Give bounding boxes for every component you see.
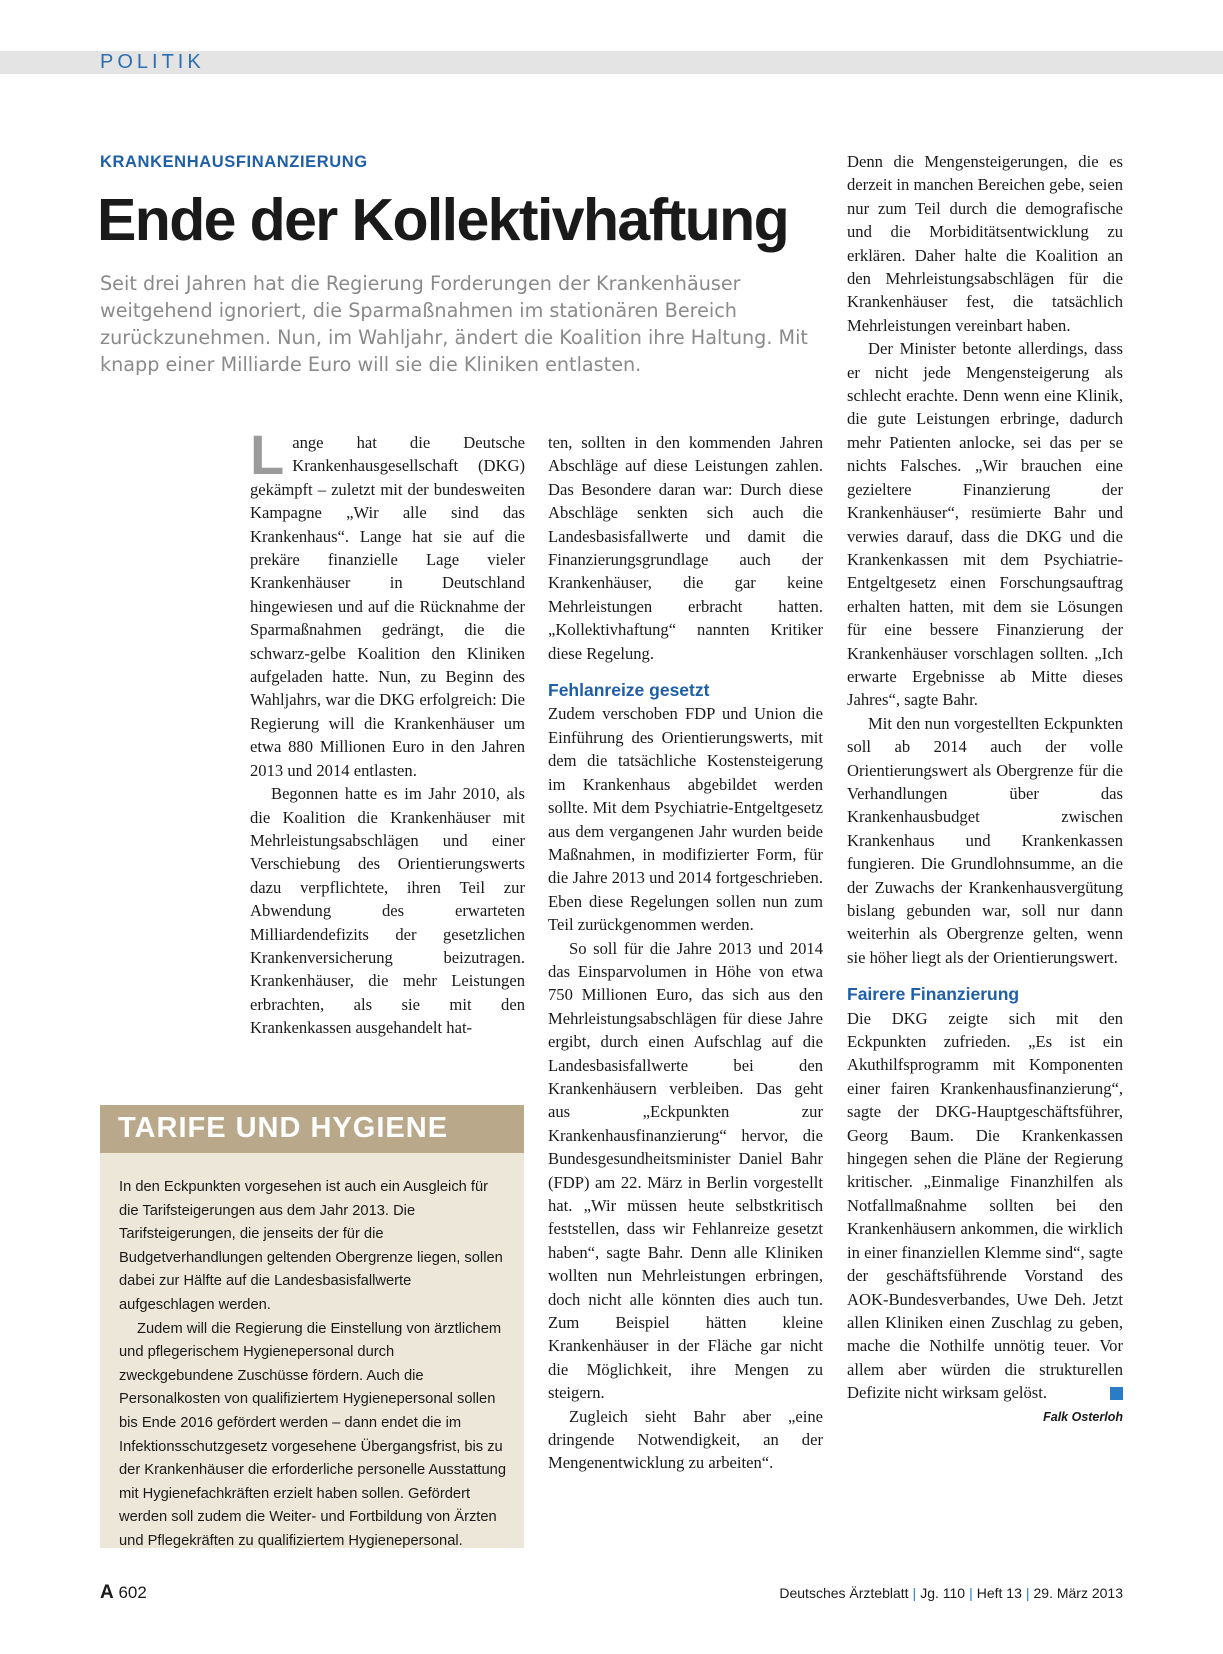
text-column-1	[250, 423, 525, 1040]
subheading-fehlanreize: Fehlanreize gesetzt	[548, 680, 710, 701]
info-box-header	[100, 1105, 524, 1153]
drop-cap: L	[250, 423, 285, 486]
text-column-2	[548, 431, 823, 1475]
section-label: POLITIK	[100, 51, 205, 73]
paragraph: Zugleich sieht Bahr aber „eine dringende Notwendigkeit, an der Mengenentwicklung zu arbeiten“.	[548, 1406, 823, 1473]
info-box-title: TARIFE UND HYGIENE	[118, 1112, 449, 1144]
paragraph: Zudem will die Regierung die Einstellung von ärztlichem und pflegerischem Hygienepersonal durch zweckgebundene Zuschüsse fördern. Auch die Personalkosten von qualifiziertem Hygienepersonal sollen bis Ende 2016 gefördert werden – dann endet die im Infektionsschutzgesetz vorgesehene Übergangsfrist, bis zu der Krankenhäuser die erforderliche personelle Ausstattung mit Hygienefachkräften erzielt haben sollen. Gefördert werden soll zudem die Weiter- und Fortbildung von Ärzten und Pflegekräften zu qualifiziertem Hygienepersonal.	[119, 1320, 507, 1549]
date: 29. März 2013	[1033, 1585, 1123, 1601]
page-number: A 602	[100, 1582, 147, 1603]
paragraph: Lange hat die Deutsche Krankenhausgesellschaft (DKG) gekämpft – zuletzt mit der bundesweiten Kampagne „Wir alle sind das Krankenhaus“. Lange hat sie auf die prekäre finanzielle Lage vieler Krankenhäuser in Deutschland hingewiesen und auf die Rücknahme der Sparmaßnahmen gedrängt, die die schwarz-gelbe Koalition den Kliniken aufgeladen hatte. Nun, zu Beginn des Wahljahrs, war die DKG erfolgreich: Die Regierung will die Krankenhäuser um etwa 880 Millionen Euro in den Jahren 2013 und 2014 entlasten.	[250, 423, 525, 780]
issue: Heft 13	[976, 1585, 1022, 1601]
footer-citation: Deutsches Ärzteblatt | Jg. 110 | Heft 13 | 29. März 2013	[779, 1585, 1123, 1601]
text-column-3	[847, 150, 1123, 1429]
end-mark-icon	[1110, 1387, 1123, 1400]
paragraph: In den Eckpunkten vorgesehen ist auch ein Ausgleich für die Tarifsteigerungen aus dem Jahr 2013. Die Tarifsteigerungen, die jenseits der für die Budgetverhandlungen geltenden Obergrenze liegen, sollen dabei zur Hälfte auf die Landesbasisfallwerte aufgeschlagen werden.	[119, 1179, 503, 1313]
paragraph: Zudem verschoben FDP und Union die Einführung des Orientierungswerts, mit dem die tatsächliche Kostensteigerung im Krankenhaus abgebildet werden sollte. Mit dem Psychiatrie-Entgeltgesetz aus dem vergangenen Jahr wurden beide Maßnahmen, in modifizierter Form, für die Jahre 2013 und 2014 fortgeschrieben. Eben diese Regelungen sollen nun zum Teil zurückgenommen werden.	[548, 704, 823, 935]
paragraph: ten, sollten in den kommenden Jahren Abschläge auf diese Leistungen zahlen. Das Besondere daran war: Durch diese Abschläge senkten sich auch die Landesbasisfallwerte und damit die Finanzierungsgrundlage auch der Krankenhäuser, die gar keine Mehrleistungen erbracht hatten. „Kollektivhaftung“ nannten Kritiker diese Regelung.	[548, 433, 823, 663]
paragraph: Die DKG zeigte sich mit den Eckpunkten zufrieden. „Es ist ein Akuthilfsprogramm mit Komponenten einer fairen Krankenhausfinanzierung“, sagte der DKG-Hauptgeschäftsführer, Georg Baum. Die Krankenkassen hingegen sehen die Pläne der Regierung kritischer. „Einmalige Finanzhilfen als Notfallmaßnahme sollten bei den Krankenhäusern ankommen, die wirklich in einer finanziellen Klemme sind“, sagte der geschäftsführende Vorstand des AOK-Bundesverbandes, Uwe Deh. Jetzt allen Kliniken einen Zuschlag zu geben, mache die Nothilfe unnötig teuer. Vor allem aber würden die strukturellen Defizite nicht wirksam gelöst.	[847, 1008, 1123, 1403]
paragraph: So soll für die Jahre 2013 und 2014 das Einsparvolumen in Höhe von etwa 750 Millionen Euro, das sich aus den Mehrleistungsabschlägen für diese Jahre ergibt, durch einen Aufschlag auf die Landesbasisfallwerte bei den Krankenhäusern verbleiben. Das geht aus „Eckpunkten zur Krankenhausfinanzierung“ hervor, die Bundesgesundheitsminister Daniel Bahr (FDP) am 22. März in Berlin vorgestellt hat. „Wir müssen heute selbstkritisch feststellen, dass wir Fehlanreize gesetzt haben“, sagte Bahr. Denn alle Kliniken wollten nun Mehrleistungen erbringen, doch nicht alle könnten dies auch tun. Zum Beispiel hätten kleine Krankenhäuser in der Fläche gar nicht die Möglichkeit, ihre Mengen zu steigern.	[548, 938, 823, 1403]
paragraph: Denn die Mengensteigerungen, die es derzeit in manchen Bereichen gebe, seien nur zum Teil durch die demografische und die Morbiditätsentwicklung zu erklären. Daher halte die Koalition an den Mehrleistungsabschlägen für die Krankenhäuser fest, die tatsächlich Mehrleistungen vereinbart haben.	[847, 152, 1123, 335]
info-box-text	[119, 1176, 509, 1554]
paragraph: Mit den nun vorgestellten Eckpunkten soll ab 2014 auch der volle Orientierungswert als Obergrenze für die Verhandlungen über das Krankenhausbudget zwischen Krankenhaus und Krankenkassen fungieren. Die Grundlohnsumme, an die der Zuwachs der Krankenhausvergütung bislang gebunden war, soll nur dann weiterhin als Obergrenze gelten, wenn sie höher liegt als der Orientierungswert.	[847, 713, 1123, 967]
volume: Jg. 110	[920, 1585, 966, 1601]
article-title: Ende der Kollektivhaftung	[97, 187, 789, 253]
article-kicker: KRANKENHAUSFINANZIERUNG	[100, 153, 368, 171]
journal-name: Deutsches Ärzteblatt	[779, 1585, 909, 1601]
author: Falk Osterloh	[1043, 1409, 1123, 1424]
article-lead: Seit drei Jahren hat die Regierung Forderungen der Krankenhäuser weitgehend ignoriert, die Sparmaßnahmen im stationären Bereich zurückzunehmen. Nun, im Wahljahr, ändert die Koalition ihre Haltung. Mit knapp einer Milliarde Euro will sie die Kliniken entlasten.	[100, 272, 808, 376]
paragraph: Begonnen hatte es im Jahr 2010, als die Koalition die Krankenhäuser mit Mehrleistungsabschlägen und einer Verschiebung des Orientierungswerts dazu verpflichtete, ihren Teil zur Abwendung des erwarteten Milliardendefizits der gesetzlichen Krankenversicherung beizutragen. Krankenhäuser, die mehr Leistungen erbrachten, als sie mit den Krankenkassen ausgehandelt hat-	[250, 784, 525, 1038]
subheading-fairere-finanzierung: Fairere Finanzierung	[847, 984, 1020, 1005]
paragraph: Der Minister betonte allerdings, dass er nicht jede Mengensteigerung als schlecht erachte. Denn wenn eine Klinik, die gute Leistungen erbringe, dadurch mehr Patienten anlocke, sei das per se nichts Falsches. „Wir brauchen eine gezieltere Finanzierung der Krankenhäuser“, resümierte Bahr und verwies darauf, dass die DKG und die Krankenkassen mit dem Psychiatrie-Entgeltgesetz einen Forschungsauftrag erhalten hatten, mit dem sie Lösungen für eine bessere Finanzierung der Krankenhäuser vorschlagen sollten. „Ich erwarte Ergebnisse ab Mitte dieses Jahres“, sagte Bahr.	[847, 339, 1123, 710]
